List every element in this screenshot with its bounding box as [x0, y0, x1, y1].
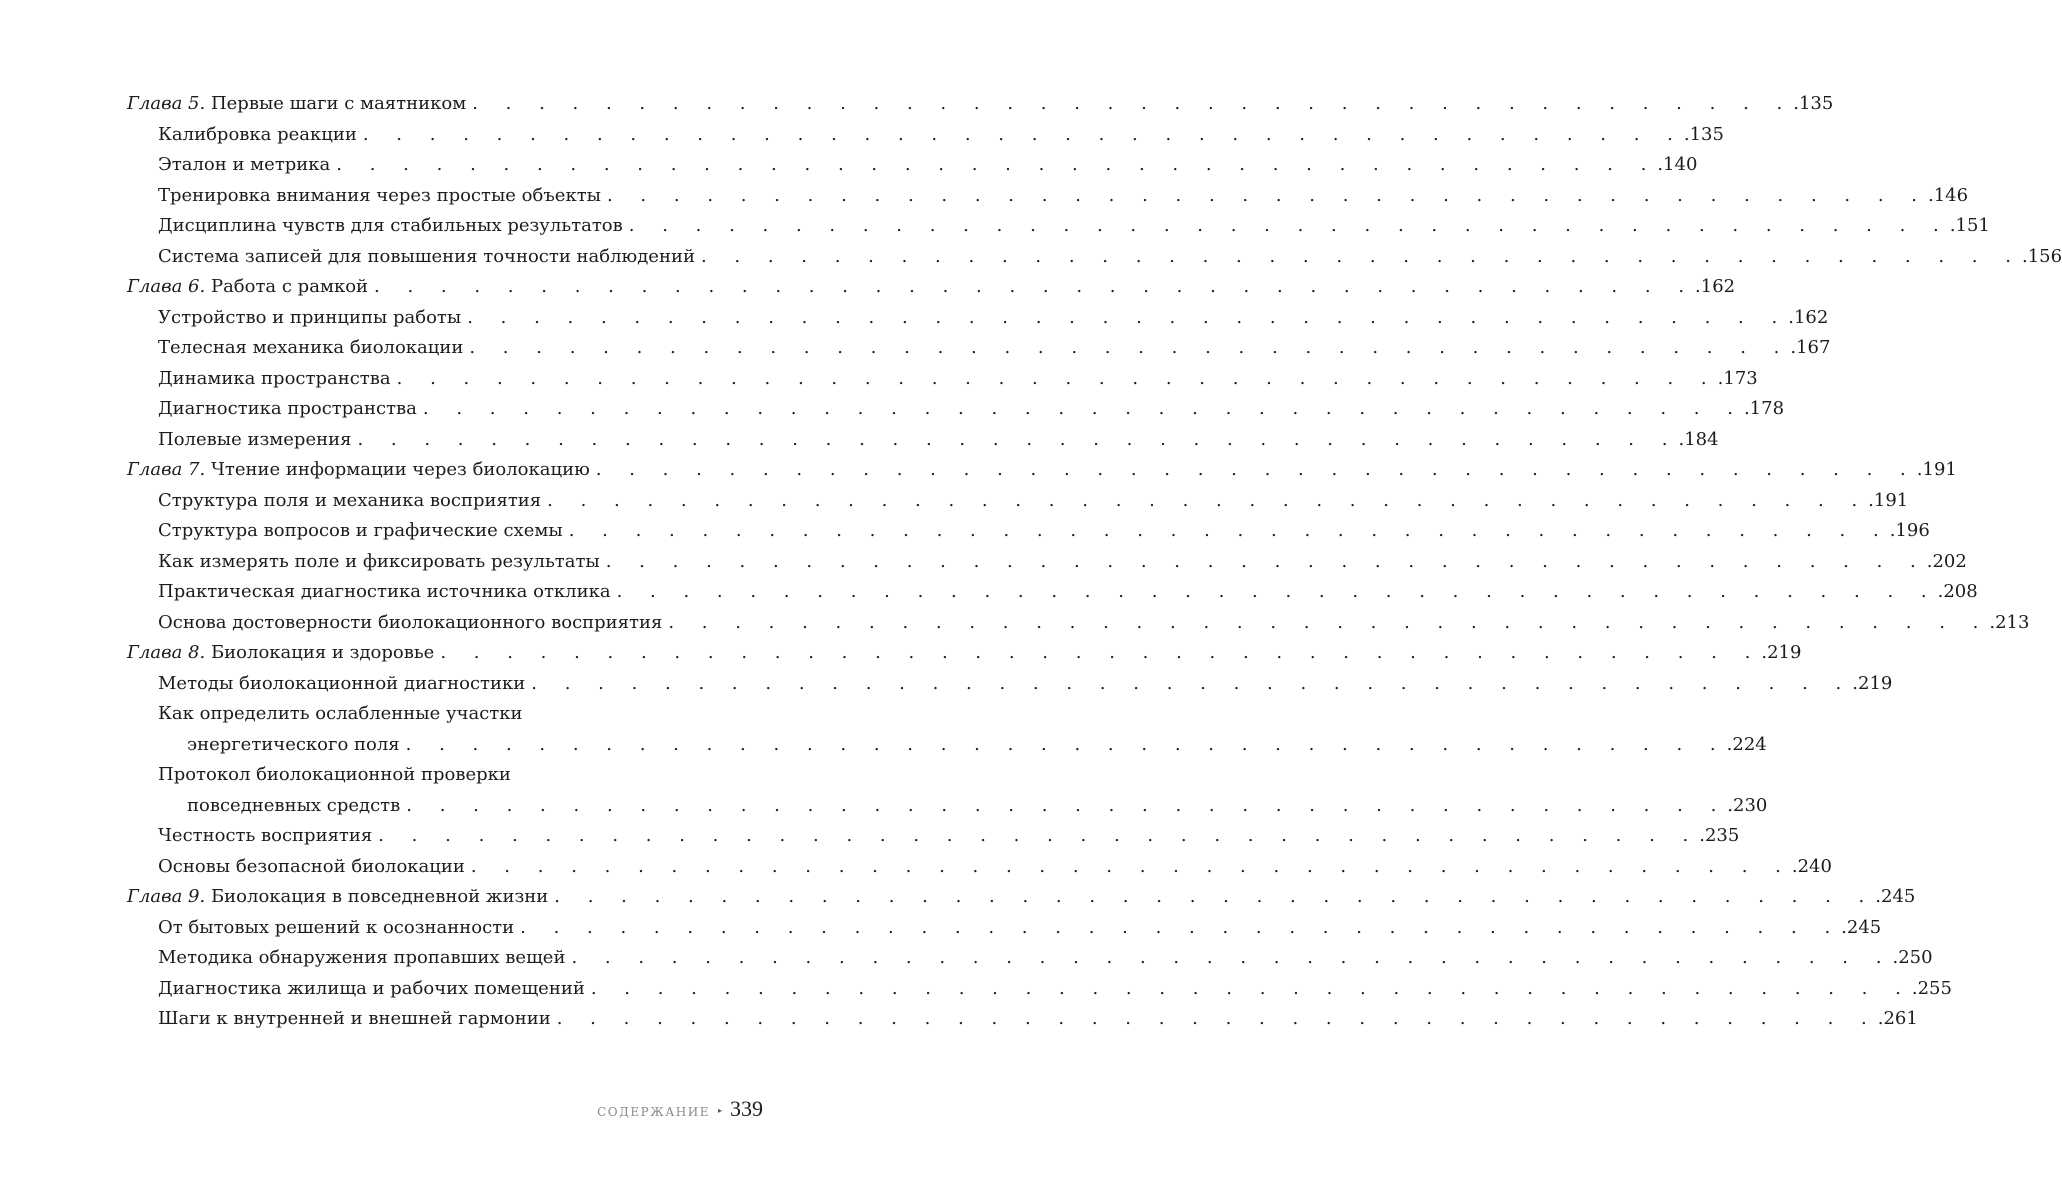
page-reference: .196	[1889, 520, 1930, 541]
toc-chapter-row	[127, 89, 1834, 120]
section-title: Как измерять поле и фиксировать результаты	[158, 550, 600, 572]
toc-chapter-row	[127, 455, 1957, 486]
page-reference: .135	[1793, 93, 1834, 114]
page-reference: .255	[1911, 977, 1952, 999]
page-reference: .162	[1788, 306, 1829, 328]
dot-leader: . . . . . . . . . . . . . . . . . . . . . . . . . . . . . . . . . . . . . . . .	[531, 672, 1853, 694]
toc-section-row	[127, 852, 1832, 883]
page-reference: .151	[1949, 215, 1990, 236]
toc-section-row	[127, 1004, 1918, 1035]
toc-section-row	[127, 333, 1831, 364]
dot-leader: . . . . . . . . . . . . . . . . . . . . . . . . . . . . . . . . . . . . . . . .	[606, 184, 1928, 206]
dot-leader: . . . . . . . . . . . . . . . . . . . . . . . . . . . . . . . . . . . . . . . .	[396, 367, 1718, 389]
section-title: Основы безопасной биолокации	[158, 855, 465, 877]
footer-section-label: СОДЕРЖАНИЕ	[597, 1105, 710, 1119]
section-title: Система записей для повышения точности наблюдений	[158, 245, 695, 267]
section-title: Калибровка реакции	[158, 123, 357, 145]
dot-leader: . . . . . . . . . . . . . . . . . . . . . . . . . . . . . . . . . . . . . . . .	[556, 1008, 1878, 1029]
page-reference: .173	[1717, 367, 1758, 389]
section-title: Практическая диагностика источника отклика	[158, 581, 611, 602]
page-reference: .219	[1761, 642, 1802, 663]
page-reference: .184	[1678, 428, 1719, 450]
page-reference: .208	[1937, 581, 1978, 602]
page-reference: .219	[1852, 672, 1893, 694]
section-title: Устройство и принципы работы	[158, 306, 462, 328]
toc-section-row	[127, 730, 1767, 761]
dot-leader: . . . . . . . . . . . . . . . . . . . . . . . . . . . . . . . . . . . . . . . .	[378, 825, 1700, 846]
section-title: Основа достоверности биолокационного восприятия	[158, 611, 663, 633]
section-title: Шаги к внутренней и внешней гармонии	[158, 1008, 551, 1029]
chapter-title: Работа с рамкой	[210, 276, 369, 297]
section-title: Дисциплина чувств для стабильных результатов	[158, 215, 623, 236]
dot-leader: . . . . . . . . . . . . . . . . . . . . . . . . . . . . . . . . . . . . . . . .	[700, 245, 2022, 267]
toc-section-row	[127, 821, 1740, 852]
page-reference: .245	[1841, 916, 1882, 938]
toc-entry-label	[127, 882, 548, 913]
toc-section-row	[127, 486, 1909, 517]
page-reference: .167	[1790, 337, 1831, 358]
toc-section-row	[127, 150, 1698, 181]
page-reference: .245	[1875, 886, 1916, 907]
dot-leader: . . . . . . . . . . . . . . . . . . . . . . . . . . . . . . . . . . . . . . . .	[547, 489, 1869, 511]
toc-entry-label	[127, 89, 466, 120]
section-title: От бытовых решений к осознанности	[158, 916, 515, 938]
section-title: Полевые измерения	[158, 428, 352, 450]
chapter-title: Первые шаги с маятником	[210, 93, 467, 114]
toc-section-row	[127, 547, 1967, 578]
dot-leader: . . . . . . . . . . . . . . . . . . . . . . . . . . . . . . . . . . . . . . . .	[590, 977, 1912, 999]
toc-section-row	[127, 669, 1893, 700]
toc-section-row	[127, 577, 1978, 608]
toc-section-row	[127, 120, 1724, 151]
page-reference: .135	[1683, 123, 1724, 145]
dot-leader: . . . . . . . . . . . . . . . . . . . . . . . . . . . . . . . . . . . . . . . .	[595, 459, 1917, 480]
dot-leader: . . . . . . . . . . . . . . . . . . . . . . . . . . . . . . . . . . . . . . . .	[362, 123, 1684, 145]
page-reference: .240	[1791, 855, 1832, 877]
dot-leader: . . . . . . . . . . . . . . . . . . . . . . . . . . . . . . . . . . . . . . . .	[440, 642, 1762, 663]
toc-section-row	[127, 974, 1952, 1005]
chapter-title: Биолокация в повседневной жизни	[210, 886, 549, 907]
running-footer	[597, 1096, 763, 1122]
toc-entry-label	[127, 272, 368, 303]
page-reference: .156	[2021, 245, 2062, 267]
chapter-label: Глава 8.	[127, 642, 206, 663]
chapter-label: Глава 6.	[127, 276, 206, 297]
section-title: Как определить ослабленные участки	[158, 703, 523, 724]
toc-chapter-row	[127, 638, 1802, 669]
dot-leader: . . . . . . . . . . . . . . . . . . . . . . . . . . . . . . . . . . . . . . . .	[605, 550, 1927, 572]
dot-leader: . . . . . . . . . . . . . . . . . . . . . . . . . . . . . . . . . . . . . . . .	[616, 581, 1938, 602]
page-reference: .146	[1928, 184, 1969, 206]
dot-leader: . . . . . . . . . . . . . . . . . . . . . . . . . . . . . . . . . . . . . . . .	[467, 306, 1789, 328]
dot-leader: . . . . . . . . . . . . . . . . . . . . . . . . . . . . . . . . . . . . . . . .	[422, 398, 1744, 419]
dot-leader: . . . . . . . . . . . . . . . . . . . . . . . . . . . . . . . . . . . . . . . .	[472, 93, 1794, 114]
section-title: Диагностика пространства	[158, 398, 417, 419]
toc-chapter-row	[127, 882, 1916, 913]
chapter-label: Глава 5.	[127, 93, 206, 114]
page-reference: .202	[1926, 550, 1967, 572]
section-title: Методика обнаружения пропавших вещей	[158, 947, 566, 968]
chapter-title: Чтение информации через биолокацию	[210, 459, 590, 480]
chapter-label: Глава 7.	[127, 459, 206, 480]
toc-section-row	[127, 943, 1933, 974]
chapter-title: Биолокация и здоровье	[210, 642, 435, 663]
toc-section-row	[127, 760, 763, 791]
section-title: энергетического поля	[187, 733, 400, 755]
section-title: Структура вопросов и графические схемы	[158, 520, 563, 541]
dot-leader: . . . . . . . . . . . . . . . . . . . . . . . . . . . . . . . . . . . . . . . .	[405, 733, 1727, 755]
section-title: повседневных средств	[187, 794, 401, 816]
dot-leader: . . . . . . . . . . . . . . . . . . . . . . . . . . . . . . . . . . . . . . . .	[470, 855, 1792, 877]
section-title: Тренировка внимания через простые объекты	[158, 184, 601, 206]
dot-leader: . . . . . . . . . . . . . . . . . . . . . . . . . . . . . . . . . . . . . . . .	[469, 337, 1791, 358]
toc-entry-label	[127, 638, 434, 669]
toc-section-row	[127, 364, 1758, 395]
page-reference: .213	[1989, 611, 2030, 633]
footer-marker-icon: ▸	[717, 1106, 722, 1115]
section-title: Честность восприятия	[158, 825, 373, 846]
toc-section-row	[127, 608, 2030, 639]
section-title: Телесная механика биолокации	[158, 337, 464, 358]
dot-leader: . . . . . . . . . . . . . . . . . . . . . . . . . . . . . . . . . . . . . . . .	[406, 794, 1728, 816]
toc-section-row	[127, 699, 763, 730]
toc-section-row	[127, 516, 1930, 547]
toc-section-row	[127, 211, 1990, 242]
dot-leader: . . . . . . . . . . . . . . . . . . . . . . . . . . . . . . . . . . . . . . . .	[568, 520, 1890, 541]
dot-leader: . . . . . . . . . . . . . . . . . . . . . . . . . . . . . . . . . . . . . . . .	[374, 276, 1696, 297]
page-reference: .191	[1868, 489, 1909, 511]
page-reference: .178	[1743, 398, 1785, 419]
dot-leader: . . . . . . . . . . . . . . . . . . . . . . . . . . . . . . . . . . . . . . . .	[336, 154, 1658, 175]
page-reference: .235	[1699, 825, 1740, 846]
page-reference: .261	[1877, 1008, 1918, 1029]
toc-section-row	[127, 791, 1768, 822]
toc-section-row	[127, 303, 1829, 334]
section-title: Протокол биолокационной проверки	[158, 764, 511, 785]
chapter-label: Глава 9.	[127, 886, 206, 907]
section-title: Методы биолокационной диагностики	[158, 672, 526, 694]
section-title: Диагностика жилища и рабочих помещений	[158, 977, 585, 999]
dot-leader: . . . . . . . . . . . . . . . . . . . . . . . . . . . . . . . . . . . . . . . .	[554, 886, 1876, 907]
page-reference: .140	[1657, 154, 1698, 175]
page-reference: .250	[1892, 947, 1933, 968]
dot-leader: . . . . . . . . . . . . . . . . . . . . . . . . . . . . . . . . . . . . . . . .	[668, 611, 1990, 633]
toc-section-row	[127, 242, 2062, 273]
toc-section-row	[127, 394, 1785, 425]
page-reference: .224	[1726, 733, 1767, 755]
page-reference: .230	[1727, 794, 1768, 816]
dot-leader: . . . . . . . . . . . . . . . . . . . . . . . . . . . . . . . . . . . . . . . .	[357, 428, 1679, 450]
dot-leader: . . . . . . . . . . . . . . . . . . . . . . . . . . . . . . . . . . . . . . . .	[520, 916, 1842, 938]
dot-leader: . . . . . . . . . . . . . . . . . . . . . . . . . . . . . . . . . . . . . . . .	[628, 215, 1950, 236]
page-number: 339	[730, 1096, 763, 1121]
toc-entry-label	[127, 455, 590, 486]
toc-section-row	[127, 425, 1719, 456]
page-reference: .191	[1916, 459, 1957, 480]
toc-section-row	[127, 181, 1969, 212]
toc-section-row	[127, 913, 1882, 944]
page-reference: .162	[1695, 276, 1736, 297]
table-of-contents	[127, 89, 2062, 1035]
section-title: Эталон и метрика	[158, 154, 331, 175]
dot-leader: . . . . . . . . . . . . . . . . . . . . . . . . . . . . . . . . . . . . . . . .	[571, 947, 1893, 968]
section-title: Динамика пространства	[158, 367, 391, 389]
toc-chapter-row	[127, 272, 1736, 303]
section-title: Структура поля и механика восприятия	[158, 489, 542, 511]
